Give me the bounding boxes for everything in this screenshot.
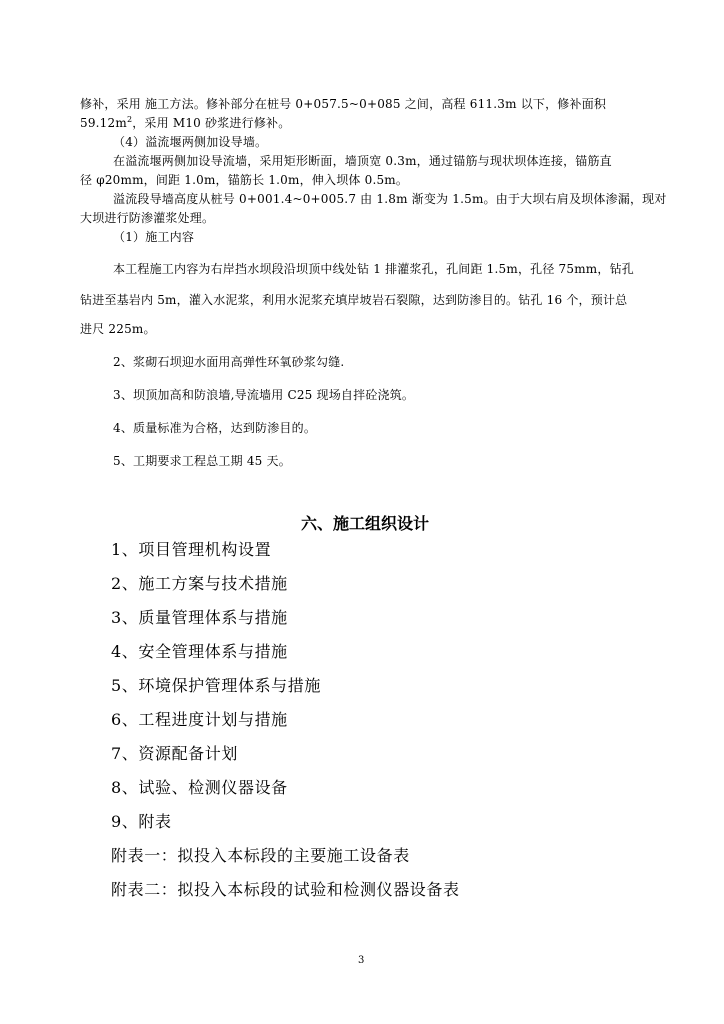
toc-item: 3、质量管理体系与措施 xyxy=(111,608,288,627)
body-line: 径 φ20mm，间距 1.0m，锚筋长 1.0m，伸入坝体 0.5m。 xyxy=(80,173,409,187)
list-item: 3、坝顶加高和防浪墙,导流墙用 C25 现场自拌砼浇筑。 xyxy=(113,388,415,402)
body-line: 在溢流堰两侧加设导流墙，采用矩形断面，墙顶宽 0.3m，通过锚筋与现状坝体连接，锚筋直 xyxy=(113,154,612,168)
toc-item: 8、试验、检测仪器设备 xyxy=(111,778,288,797)
toc-item: 9、附表 xyxy=(111,812,172,831)
toc-item: 附表一：拟投入本标段的主要施工设备表 xyxy=(111,846,410,865)
body-line: 本工程施工内容为右岸挡水坝段沿坝顶中线处钻 1 排灌浆孔，孔间距 1.5m，孔径 75mm，钻孔 xyxy=(113,262,634,276)
toc-item: 7、资源配备计划 xyxy=(111,744,238,763)
body-line xyxy=(80,116,290,130)
area-value: 59.12m xyxy=(80,116,127,130)
toc-item: 6、工程进度计划与措施 xyxy=(111,710,288,729)
body-line: 修补，采用 施工方法。修补部分在桩号 0+057.5~0+085 之间，高程 611.3m 以下，修补面积 xyxy=(80,97,607,111)
page-number: 3 xyxy=(358,955,365,966)
section-title: 六、施工组织设计 xyxy=(301,514,430,533)
area-unit-superscript: 2 xyxy=(126,115,133,124)
list-item: 2、浆砌石坝迎水面用高弹性环氧砂浆勾缝. xyxy=(113,355,345,369)
subsection-heading: （1）施工内容 xyxy=(113,230,195,244)
toc-item: 2、施工方案与技术措施 xyxy=(111,574,288,593)
area-suffix: ，采用 M10 砂浆进行修补。 xyxy=(132,116,291,130)
body-line: 溢流段导墙高度从桩号 0+001.4~0+005.7 由 1.8m 渐变为 1.5m。由于大坝右肩及坝体渗漏，现对 xyxy=(113,192,667,206)
body-line: 进尺 225m。 xyxy=(80,322,156,336)
toc-item: 4、安全管理体系与措施 xyxy=(111,642,288,661)
subsection-heading: （4）溢流堰两侧加设导墙。 xyxy=(113,135,268,149)
toc-item: 1、项目管理机构设置 xyxy=(111,540,272,559)
list-item: 5、工期要求工程总工期 45 天。 xyxy=(113,454,291,468)
toc-item: 附表二：拟投入本标段的试验和检测仪器设备表 xyxy=(111,880,460,899)
list-item: 4、质量标准为合格，达到防渗目的。 xyxy=(113,421,317,435)
body-line: 钻进至基岩内 5m，灌入水泥浆，利用水泥浆充填岸坡岩石裂隙，达到防渗目的。钻孔 16 个，预计总 xyxy=(80,293,628,307)
toc-item: 5、环境保护管理体系与措施 xyxy=(111,676,321,695)
body-line: 大坝进行防渗灌浆处理。 xyxy=(80,211,215,225)
